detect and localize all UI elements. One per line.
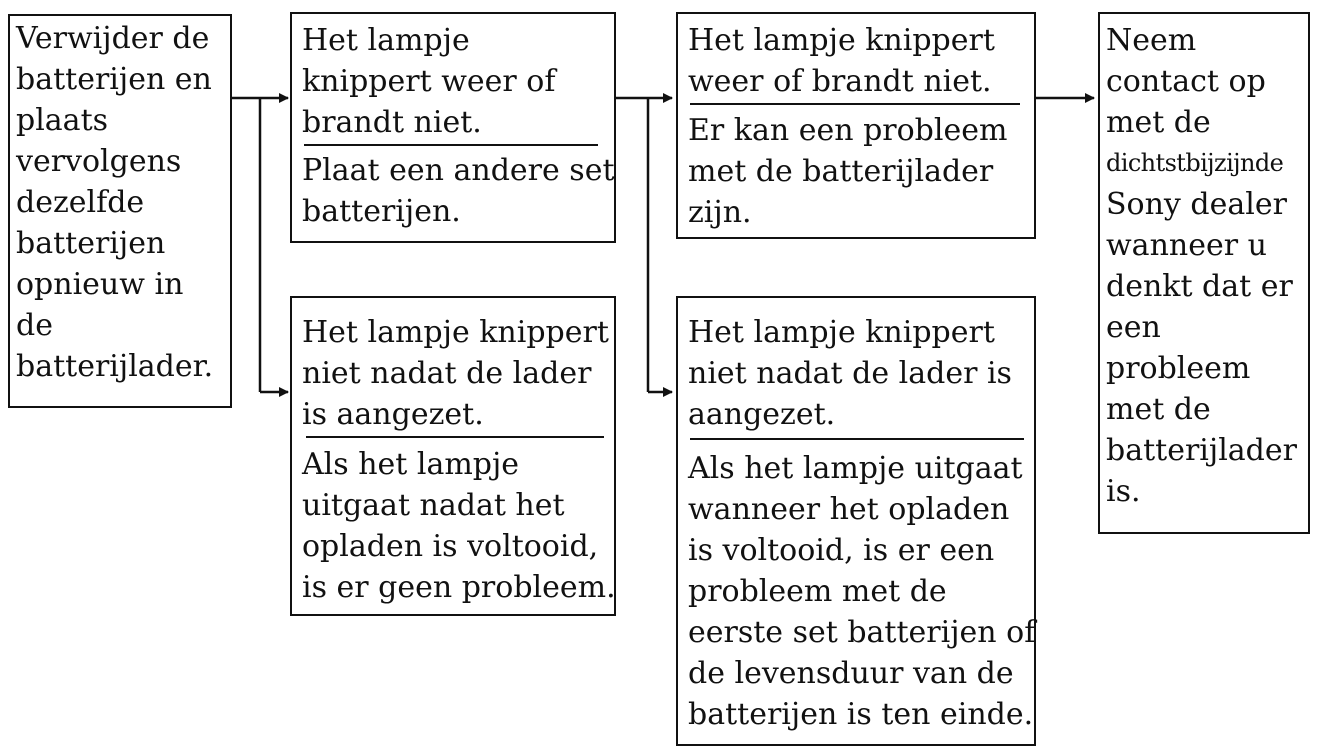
start-box — [8, 14, 232, 408]
start-line: dezelfde — [16, 185, 145, 220]
c2-condition-line: aangezet. — [688, 397, 836, 432]
b1-divider — [304, 144, 598, 146]
b1-condition-line: brandt niet. — [302, 105, 482, 140]
b1-condition-line: Het lampje — [302, 23, 470, 58]
end-line: is. — [1106, 474, 1141, 509]
start-line: Verwijder de — [16, 21, 210, 56]
end-line: met de — [1106, 105, 1211, 140]
start-line: batterijen en — [16, 62, 212, 97]
end-line: contact op — [1106, 64, 1266, 99]
start-line: opnieuw in — [16, 267, 184, 302]
c1-action-line: met de batterijlader — [688, 154, 994, 189]
c2-action-line: de levensduur van de — [688, 656, 1014, 691]
c2-box — [676, 296, 1036, 746]
c1-action-line: zijn. — [688, 195, 752, 230]
b2-action-line: Als het lampje — [302, 447, 520, 482]
c2-action-line: is voltooid, is er een — [688, 533, 995, 568]
end-line: Sony dealer — [1106, 187, 1287, 222]
b2-action-line: is er geen probleem. — [302, 570, 616, 605]
c2-condition-line: niet nadat de lader is — [688, 356, 1012, 391]
b2-condition-line: Het lampje knippert — [302, 315, 609, 350]
b1-action-line: batterijen. — [302, 194, 461, 229]
b2-divider — [306, 436, 604, 438]
start-line: vervolgens — [16, 144, 182, 179]
c2-condition-line: Het lampje knippert — [688, 315, 995, 350]
c1-divider — [690, 103, 1020, 105]
end-line: Neem — [1106, 23, 1197, 58]
end-box — [1098, 12, 1310, 534]
c2-divider — [690, 438, 1024, 440]
c1-action-line: Er kan een probleem — [688, 113, 1008, 148]
b2-box — [290, 296, 616, 616]
b2-condition-line: is aangezet. — [302, 397, 484, 432]
b1-action-line: Plaat een andere set — [302, 153, 615, 188]
end-line: wanneer u — [1106, 228, 1267, 263]
b2-condition-line: niet nadat de lader — [302, 356, 592, 391]
start-line: de — [16, 308, 53, 343]
b2-action-line: opladen is voltooid, — [302, 529, 599, 564]
c2-action-line: Als het lampje uitgaat — [688, 451, 1023, 486]
b1-condition-line: knippert weer of — [302, 64, 556, 99]
end-line: denkt dat er — [1106, 269, 1293, 304]
end-line: een — [1106, 310, 1161, 345]
b2-action-line: uitgaat nadat het — [302, 488, 565, 523]
c2-action-line: wanneer het opladen — [688, 492, 1010, 527]
c2-action-line: eerste set batterijen of — [688, 615, 1036, 650]
c1-condition-line: weer of brandt niet. — [688, 64, 992, 99]
end-line: met de — [1106, 392, 1211, 427]
end-line: probleem — [1106, 351, 1251, 386]
start-line: plaats — [16, 103, 109, 138]
start-line: batterijen — [16, 226, 166, 261]
c2-action-line: batterijen is ten einde. — [688, 697, 1034, 732]
c1-condition-line: Het lampje knippert — [688, 23, 995, 58]
c1-box — [676, 12, 1036, 239]
end-line: dichtstbijzijnde — [1106, 149, 1284, 177]
start-line: batterijlader. — [16, 349, 214, 384]
end-line: batterijlader — [1106, 433, 1297, 468]
b1-box — [290, 12, 616, 243]
c2-action-line: probleem met de — [688, 574, 947, 609]
